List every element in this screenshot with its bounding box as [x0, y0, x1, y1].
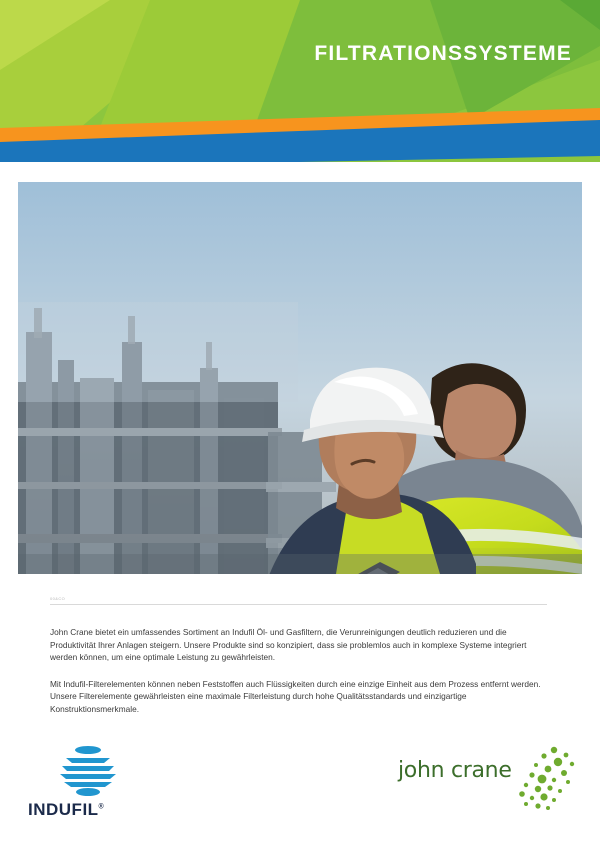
indufil-logo: [28, 742, 168, 822]
hero-image: [18, 182, 582, 574]
header-banner: [0, 0, 600, 172]
paragraph-1: John Crane bietet ein umfassendes Sortiment an Indufil Öl- und Gasfiltern, die Verunreinigungen deutlich reduzieren und die Produktivität Ihrer Anlagen steigern. Unsere Produkte sind so konzipiert, dass sie problemlos auch in komplexe Systeme integriert werden können, um eine optimale Leistung zu gewährleisten.: [50, 627, 527, 663]
john-crane-dots-icon: [492, 744, 578, 819]
indufil-disc-stack-icon: [56, 742, 120, 798]
meta-mark: 00&CO: [50, 596, 66, 601]
body-copy: [50, 626, 547, 730]
registered-trademark-symbol: ®: [98, 803, 105, 811]
page-title: FILTRATIONSSYSTEME: [314, 42, 572, 65]
paragraph-2: Mit Indufil-Filterelementen können neben Feststoffen auch Flüssigkeiten durch eine einzige Einheit aus dem Prozess entfernt werden. Unsere Filterelemente gewährleisten eine maximale Filterleistung durch hohe Qualitätsstandards und einzigartige Konstruktionsmerkmale.: [50, 678, 541, 714]
john-crane-logo: [398, 744, 578, 814]
header-shapes: [0, 0, 600, 172]
dot-cluster-icon: [492, 744, 578, 814]
section-divider: [50, 604, 547, 605]
john-crane-wordmark: john crane: [398, 758, 512, 783]
indufil-wordmark: [28, 800, 104, 820]
indufil-mark-icon: [56, 742, 120, 798]
indufil-wordmark-text: INDUFIL: [28, 800, 99, 819]
industrial-workers-photo: [18, 182, 582, 574]
